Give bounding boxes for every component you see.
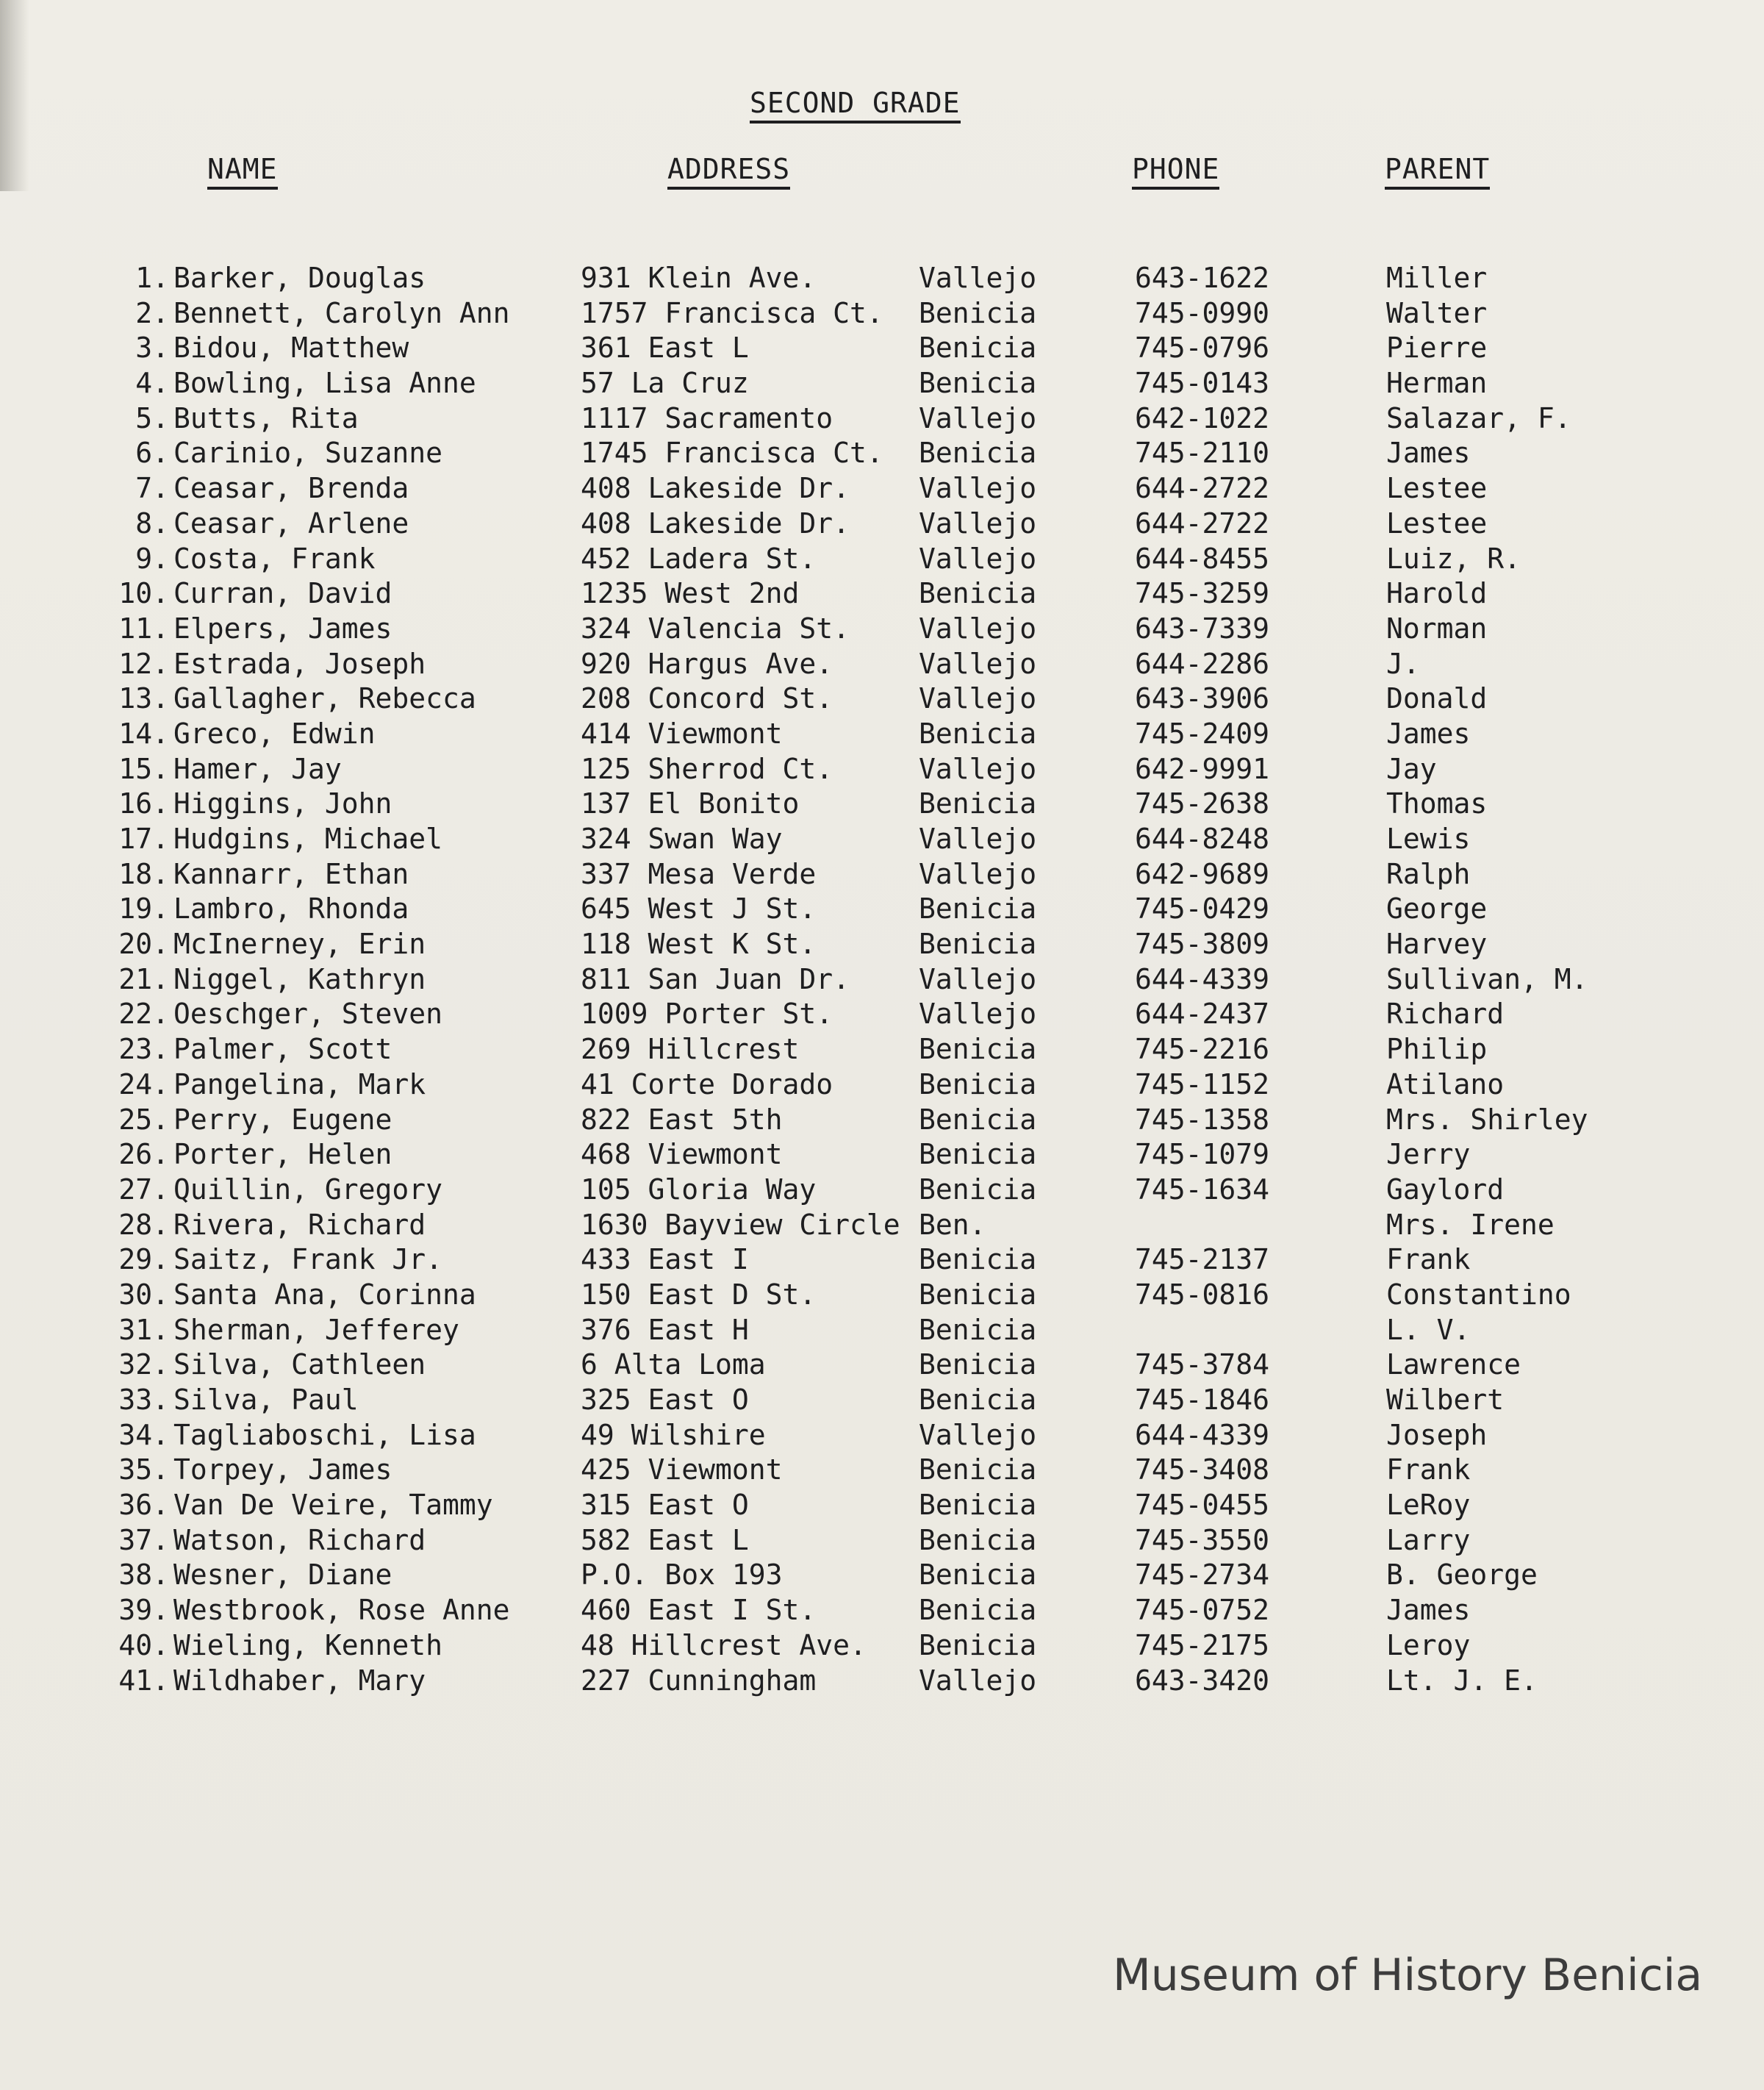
- phone-number: 644-4339: [1135, 962, 1270, 995]
- phone-number: 745-3809: [1135, 928, 1270, 961]
- row-number: 18.: [118, 857, 169, 890]
- parent-name: Jerry: [1386, 1138, 1471, 1171]
- page-corner-shadow: [0, 0, 29, 191]
- row-number: 3.: [135, 332, 169, 365]
- table-row: [0, 1347, 1764, 1382]
- table-row: [0, 962, 1764, 997]
- street-address: 460 East I St.: [581, 1594, 817, 1627]
- table-row: [0, 1382, 1764, 1417]
- city: Benicia: [919, 1243, 1037, 1276]
- table-row: [0, 1312, 1764, 1348]
- street-address: 931 Klein Ave.: [581, 262, 817, 294]
- table-row: [0, 821, 1764, 856]
- row-number: 4.: [135, 367, 169, 400]
- phone-number: 745-2216: [1135, 1033, 1270, 1066]
- row-number: 15.: [118, 752, 169, 785]
- city: Vallejo: [919, 262, 1037, 294]
- city: Vallejo: [919, 507, 1037, 540]
- row-number: 20.: [118, 928, 169, 961]
- table-row: [0, 1557, 1764, 1592]
- parent-name: Richard: [1386, 998, 1505, 1031]
- parent-name: Lt. J. E.: [1386, 1664, 1538, 1697]
- parent-name: Walter: [1386, 296, 1488, 329]
- table-row: [0, 926, 1764, 962]
- row-number: 34.: [118, 1418, 169, 1451]
- parent-name: James: [1386, 1594, 1471, 1627]
- phone-number: 644-4339: [1135, 1418, 1270, 1451]
- row-number: 14.: [118, 717, 169, 750]
- phone-number: 745-1634: [1135, 1173, 1270, 1206]
- row-number: 16.: [118, 787, 169, 820]
- street-address: 822 East 5th: [581, 1103, 783, 1136]
- table-row: [0, 296, 1764, 331]
- table-row: [0, 751, 1764, 787]
- parent-name: Herman: [1386, 367, 1488, 400]
- phone-number: 745-2638: [1135, 787, 1270, 820]
- city: Vallejo: [919, 1418, 1037, 1451]
- table-row: [0, 1522, 1764, 1558]
- row-number: 39.: [118, 1594, 169, 1627]
- row-number: 35.: [118, 1453, 169, 1486]
- phone-number: 644-2286: [1135, 647, 1270, 680]
- row-number: 1.: [135, 262, 169, 294]
- street-address: 376 East H: [581, 1313, 749, 1346]
- phone-number: 745-0816: [1135, 1278, 1270, 1311]
- city: Benicia: [919, 367, 1037, 400]
- student-name: Pangelina, Mark: [173, 1067, 426, 1101]
- phone-number: 745-1358: [1135, 1103, 1270, 1136]
- student-name: Westbrook, Rose Anne: [173, 1594, 510, 1627]
- table-row: [0, 401, 1764, 436]
- table-row: [0, 1067, 1764, 1102]
- city: Benicia: [919, 1173, 1037, 1206]
- street-address: 137 El Bonito: [581, 787, 800, 820]
- parent-name: Joseph: [1386, 1418, 1488, 1451]
- street-address: 425 Viewmont: [581, 1453, 783, 1486]
- street-address: 337 Mesa Verde: [581, 857, 817, 890]
- student-name: Rivera, Richard: [173, 1208, 426, 1241]
- parent-name: Lestee: [1386, 472, 1488, 505]
- table-row: [0, 681, 1764, 716]
- student-name: Bowling, Lisa Anne: [173, 367, 476, 400]
- parent-name: Pierre: [1386, 332, 1488, 365]
- city: Benicia: [919, 892, 1037, 926]
- student-name: Greco, Edwin: [173, 717, 376, 750]
- row-number: 38.: [118, 1558, 169, 1592]
- row-number: 19.: [118, 892, 169, 926]
- city: Ben.: [919, 1208, 986, 1241]
- student-name: Gallagher, Rebecca: [173, 682, 476, 715]
- parent-name: Constantino: [1386, 1278, 1571, 1311]
- street-address: 582 East L: [581, 1523, 749, 1556]
- city: Vallejo: [919, 857, 1037, 890]
- row-number: 37.: [118, 1523, 169, 1556]
- city: Benicia: [919, 1453, 1037, 1486]
- table-row: [0, 611, 1764, 646]
- table-row: [0, 891, 1764, 926]
- phone-number: 745-1152: [1135, 1067, 1270, 1101]
- city: Benicia: [919, 577, 1037, 610]
- student-name: Niggel, Kathryn: [173, 962, 426, 995]
- phone-number: 745-1079: [1135, 1138, 1270, 1171]
- phone-number: 745-0455: [1135, 1489, 1270, 1522]
- row-number: 10.: [118, 577, 169, 610]
- table-row: [0, 506, 1764, 541]
- phone-number: 745-0429: [1135, 892, 1270, 926]
- row-number: 28.: [118, 1208, 169, 1241]
- student-name: Ceasar, Arlene: [173, 507, 409, 540]
- street-address: 361 East L: [581, 332, 749, 365]
- student-name: Tagliaboschi, Lisa: [173, 1418, 476, 1451]
- street-address: 324 Swan Way: [581, 823, 783, 855]
- parent-name: Sullivan, M.: [1386, 962, 1588, 995]
- city: Benicia: [919, 1313, 1037, 1346]
- table-row: [0, 1137, 1764, 1172]
- row-number: 40.: [118, 1628, 169, 1661]
- city: Benicia: [919, 1033, 1037, 1066]
- city: Benicia: [919, 332, 1037, 365]
- street-address: 150 East D St.: [581, 1278, 817, 1311]
- row-number: 25.: [118, 1103, 169, 1136]
- street-address: 452 Ladera St.: [581, 542, 817, 575]
- row-number: 36.: [118, 1489, 169, 1522]
- column-header-name: NAME: [207, 153, 278, 190]
- parent-name: Jay: [1386, 752, 1437, 785]
- table-row: [0, 1031, 1764, 1067]
- street-address: 433 East I: [581, 1243, 749, 1276]
- city: Vallejo: [919, 612, 1037, 645]
- row-number: 12.: [118, 647, 169, 680]
- city: Benicia: [919, 928, 1037, 961]
- parent-name: Lawrence: [1386, 1348, 1521, 1381]
- student-name: Santa Ana, Corinna: [173, 1278, 476, 1311]
- street-address: 325 East O: [581, 1384, 749, 1416]
- phone-number: 644-8455: [1135, 542, 1270, 575]
- student-name: Wildhaber, Mary: [173, 1664, 426, 1697]
- street-address: 645 West J St.: [581, 892, 817, 926]
- table-row: [0, 996, 1764, 1031]
- city: Vallejo: [919, 823, 1037, 855]
- student-name: Sherman, Jefferey: [173, 1313, 459, 1346]
- student-name: Barker, Douglas: [173, 262, 426, 294]
- student-name: Ceasar, Brenda: [173, 472, 409, 505]
- parent-name: Donald: [1386, 682, 1488, 715]
- street-address: 315 East O: [581, 1489, 749, 1522]
- city: Vallejo: [919, 401, 1037, 434]
- row-number: 29.: [118, 1243, 169, 1276]
- parent-name: Harvey: [1386, 928, 1488, 961]
- row-number: 9.: [135, 542, 169, 575]
- parent-name: Mrs. Shirley: [1386, 1103, 1588, 1136]
- phone-number: 745-3784: [1135, 1348, 1270, 1381]
- table-row: [0, 470, 1764, 506]
- row-number: 7.: [135, 472, 169, 505]
- student-name: Elpers, James: [173, 612, 392, 645]
- student-name: Bennett, Carolyn Ann: [173, 296, 510, 329]
- table-row: [0, 1277, 1764, 1312]
- museum-watermark: Museum of History Benicia: [1113, 1950, 1703, 2001]
- phone-number: 745-1846: [1135, 1384, 1270, 1416]
- parent-name: J.: [1386, 647, 1420, 680]
- student-name: Higgins, John: [173, 787, 392, 820]
- phone-number: 745-3408: [1135, 1453, 1270, 1486]
- parent-name: Gaylord: [1386, 1173, 1505, 1206]
- phone-number: 642-9991: [1135, 752, 1270, 785]
- street-address: 1745 Francisca Ct.: [581, 437, 883, 470]
- parent-name: Philip: [1386, 1033, 1488, 1066]
- parent-name: Miller: [1386, 262, 1488, 294]
- parent-name: Lewis: [1386, 823, 1471, 855]
- phone-number: 745-2110: [1135, 437, 1270, 470]
- city: Benicia: [919, 717, 1037, 750]
- parent-name: Mrs. Irene: [1386, 1208, 1555, 1241]
- city: Benicia: [919, 1067, 1037, 1101]
- table-row: [0, 435, 1764, 470]
- phone-number: 642-1022: [1135, 401, 1270, 434]
- row-number: 27.: [118, 1173, 169, 1206]
- row-number: 24.: [118, 1067, 169, 1101]
- phone-number: 745-0752: [1135, 1594, 1270, 1627]
- table-row: [0, 365, 1764, 401]
- student-name: Torpey, James: [173, 1453, 392, 1486]
- city: Benicia: [919, 1628, 1037, 1661]
- street-address: 1630 Bayview Circle: [581, 1208, 900, 1241]
- table-row: [0, 786, 1764, 821]
- row-number: 30.: [118, 1278, 169, 1311]
- phone-number: 745-0990: [1135, 296, 1270, 329]
- student-name: Silva, Cathleen: [173, 1348, 426, 1381]
- parent-name: George: [1386, 892, 1488, 926]
- row-number: 26.: [118, 1138, 169, 1171]
- table-row: [0, 1417, 1764, 1453]
- column-header-phone: PHONE: [1132, 153, 1219, 190]
- phone-number: 643-3420: [1135, 1664, 1270, 1697]
- row-number: 21.: [118, 962, 169, 995]
- student-name: Kannarr, Ethan: [173, 857, 409, 890]
- phone-number: 642-9689: [1135, 857, 1270, 890]
- street-address: 408 Lakeside Dr.: [581, 472, 850, 505]
- city: Benicia: [919, 1348, 1037, 1381]
- row-number: 13.: [118, 682, 169, 715]
- phone-number: 644-8248: [1135, 823, 1270, 855]
- street-address: 49 Wilshire: [581, 1418, 766, 1451]
- parent-name: LeRoy: [1386, 1489, 1471, 1522]
- city: Benicia: [919, 1594, 1037, 1627]
- phone-number: 745-2137: [1135, 1243, 1270, 1276]
- city: Benicia: [919, 787, 1037, 820]
- row-number: 31.: [118, 1313, 169, 1346]
- city: Vallejo: [919, 998, 1037, 1031]
- student-name: Palmer, Scott: [173, 1033, 392, 1066]
- parent-name: Luiz, R.: [1386, 542, 1521, 575]
- parent-name: Atilano: [1386, 1067, 1505, 1101]
- student-name: Porter, Helen: [173, 1138, 392, 1171]
- city: Benicia: [919, 1138, 1037, 1171]
- column-header-parent: PARENT: [1385, 153, 1490, 190]
- page-title: SECOND GRADE: [750, 87, 961, 124]
- street-address: 125 Sherrod Ct.: [581, 752, 833, 785]
- street-address: 227 Cunningham: [581, 1664, 817, 1697]
- parent-name: Frank: [1386, 1453, 1471, 1486]
- row-number: 17.: [118, 823, 169, 855]
- phone-number: 745-3259: [1135, 577, 1270, 610]
- street-address: 208 Concord St.: [581, 682, 833, 715]
- student-name: Quillin, Gregory: [173, 1173, 443, 1206]
- table-row: [0, 1102, 1764, 1137]
- phone-number: 745-2175: [1135, 1628, 1270, 1661]
- parent-name: B. George: [1386, 1558, 1538, 1592]
- street-address: 1009 Porter St.: [581, 998, 833, 1031]
- table-row: [0, 1452, 1764, 1487]
- parent-name: James: [1386, 717, 1471, 750]
- row-number: 22.: [118, 998, 169, 1031]
- city: Benicia: [919, 1489, 1037, 1522]
- row-number: 33.: [118, 1384, 169, 1416]
- table-row: [0, 541, 1764, 576]
- student-name: Oeschger, Steven: [173, 998, 443, 1031]
- street-address: 105 Gloria Way: [581, 1173, 817, 1206]
- table-row: [0, 260, 1764, 296]
- row-number: 41.: [118, 1664, 169, 1697]
- street-address: 1235 West 2nd: [581, 577, 800, 610]
- student-name: Hudgins, Michael: [173, 823, 443, 855]
- row-number: 2.: [135, 296, 169, 329]
- student-name: Costa, Frank: [173, 542, 376, 575]
- city: Vallejo: [919, 752, 1037, 785]
- parent-name: L. V.: [1386, 1313, 1471, 1346]
- student-name: Curran, David: [173, 577, 392, 610]
- student-name: Perry, Eugene: [173, 1103, 392, 1136]
- street-address: 269 Hillcrest: [581, 1033, 800, 1066]
- parent-name: Leroy: [1386, 1628, 1471, 1661]
- phone-number: 745-2409: [1135, 717, 1270, 750]
- street-address: 920 Hargus Ave.: [581, 647, 833, 680]
- street-address: 41 Corte Dorado: [581, 1067, 833, 1101]
- city: Benicia: [919, 296, 1037, 329]
- parent-name: James: [1386, 437, 1471, 470]
- student-name: Hamer, Jay: [173, 752, 342, 785]
- parent-name: Harold: [1386, 577, 1488, 610]
- city: Benicia: [919, 1384, 1037, 1416]
- row-number: 8.: [135, 507, 169, 540]
- phone-number: 644-2722: [1135, 472, 1270, 505]
- student-name: Butts, Rita: [173, 401, 359, 434]
- student-name: Bidou, Matthew: [173, 332, 409, 365]
- phone-number: 745-0796: [1135, 332, 1270, 365]
- row-number: 5.: [135, 401, 169, 434]
- student-name: Saitz, Frank Jr.: [173, 1243, 443, 1276]
- table-row: [0, 576, 1764, 611]
- table-row: [0, 1172, 1764, 1207]
- student-name: Lambro, Rhonda: [173, 892, 409, 926]
- parent-name: Lestee: [1386, 507, 1488, 540]
- student-name: McInerney, Erin: [173, 928, 426, 961]
- city: Benicia: [919, 1523, 1037, 1556]
- phone-number: 643-7339: [1135, 612, 1270, 645]
- street-address: 408 Lakeside Dr.: [581, 507, 850, 540]
- student-name: Estrada, Joseph: [173, 647, 426, 680]
- column-header-address: ADDRESS: [667, 153, 790, 190]
- row-number: 11.: [118, 612, 169, 645]
- student-name: Van De Veire, Tammy: [173, 1489, 493, 1522]
- city: Vallejo: [919, 542, 1037, 575]
- city: Vallejo: [919, 1664, 1037, 1697]
- parent-name: Salazar, F.: [1386, 401, 1571, 434]
- street-address: 118 West K St.: [581, 928, 817, 961]
- student-list: [0, 260, 1764, 1697]
- student-name: Carinio, Suzanne: [173, 437, 443, 470]
- city: Vallejo: [919, 682, 1037, 715]
- student-name: Wieling, Kenneth: [173, 1628, 443, 1661]
- student-name: Wesner, Diane: [173, 1558, 392, 1592]
- city: Vallejo: [919, 647, 1037, 680]
- table-row: [0, 1592, 1764, 1628]
- phone-number: 643-3906: [1135, 682, 1270, 715]
- parent-name: Larry: [1386, 1523, 1471, 1556]
- row-number: 32.: [118, 1348, 169, 1381]
- student-name: Watson, Richard: [173, 1523, 426, 1556]
- table-row: [0, 1628, 1764, 1663]
- phone-number: 745-3550: [1135, 1523, 1270, 1556]
- phone-number: 745-0143: [1135, 367, 1270, 400]
- row-number: 23.: [118, 1033, 169, 1066]
- city: Vallejo: [919, 962, 1037, 995]
- city: Benicia: [919, 1103, 1037, 1136]
- table-row: [0, 1207, 1764, 1242]
- street-address: 324 Valencia St.: [581, 612, 850, 645]
- table-row: [0, 1487, 1764, 1522]
- street-address: 48 Hillcrest Ave.: [581, 1628, 867, 1661]
- street-address: P.O. Box 193: [581, 1558, 783, 1592]
- street-address: 468 Viewmont: [581, 1138, 783, 1171]
- street-address: 1757 Francisca Ct.: [581, 296, 883, 329]
- street-address: 811 San Juan Dr.: [581, 962, 850, 995]
- city: Vallejo: [919, 472, 1037, 505]
- parent-name: Norman: [1386, 612, 1488, 645]
- city: Benicia: [919, 437, 1037, 470]
- phone-number: 644-2437: [1135, 998, 1270, 1031]
- table-row: [0, 1663, 1764, 1698]
- parent-name: Wilbert: [1386, 1384, 1505, 1416]
- table-row: [0, 1242, 1764, 1277]
- table-row: [0, 646, 1764, 681]
- table-row: [0, 330, 1764, 365]
- student-name: Silva, Paul: [173, 1384, 359, 1416]
- phone-number: 745-2734: [1135, 1558, 1270, 1592]
- parent-name: Thomas: [1386, 787, 1488, 820]
- city: Benicia: [919, 1558, 1037, 1592]
- street-address: 414 Viewmont: [581, 717, 783, 750]
- table-row: [0, 716, 1764, 751]
- table-row: [0, 856, 1764, 892]
- parent-name: Frank: [1386, 1243, 1471, 1276]
- phone-number: 644-2722: [1135, 507, 1270, 540]
- street-address: 57 La Cruz: [581, 367, 749, 400]
- street-address: 6 Alta Loma: [581, 1348, 766, 1381]
- row-number: 6.: [135, 437, 169, 470]
- phone-number: 643-1622: [1135, 262, 1270, 294]
- street-address: 1117 Sacramento: [581, 401, 833, 434]
- parent-name: Ralph: [1386, 857, 1471, 890]
- city: Benicia: [919, 1278, 1037, 1311]
